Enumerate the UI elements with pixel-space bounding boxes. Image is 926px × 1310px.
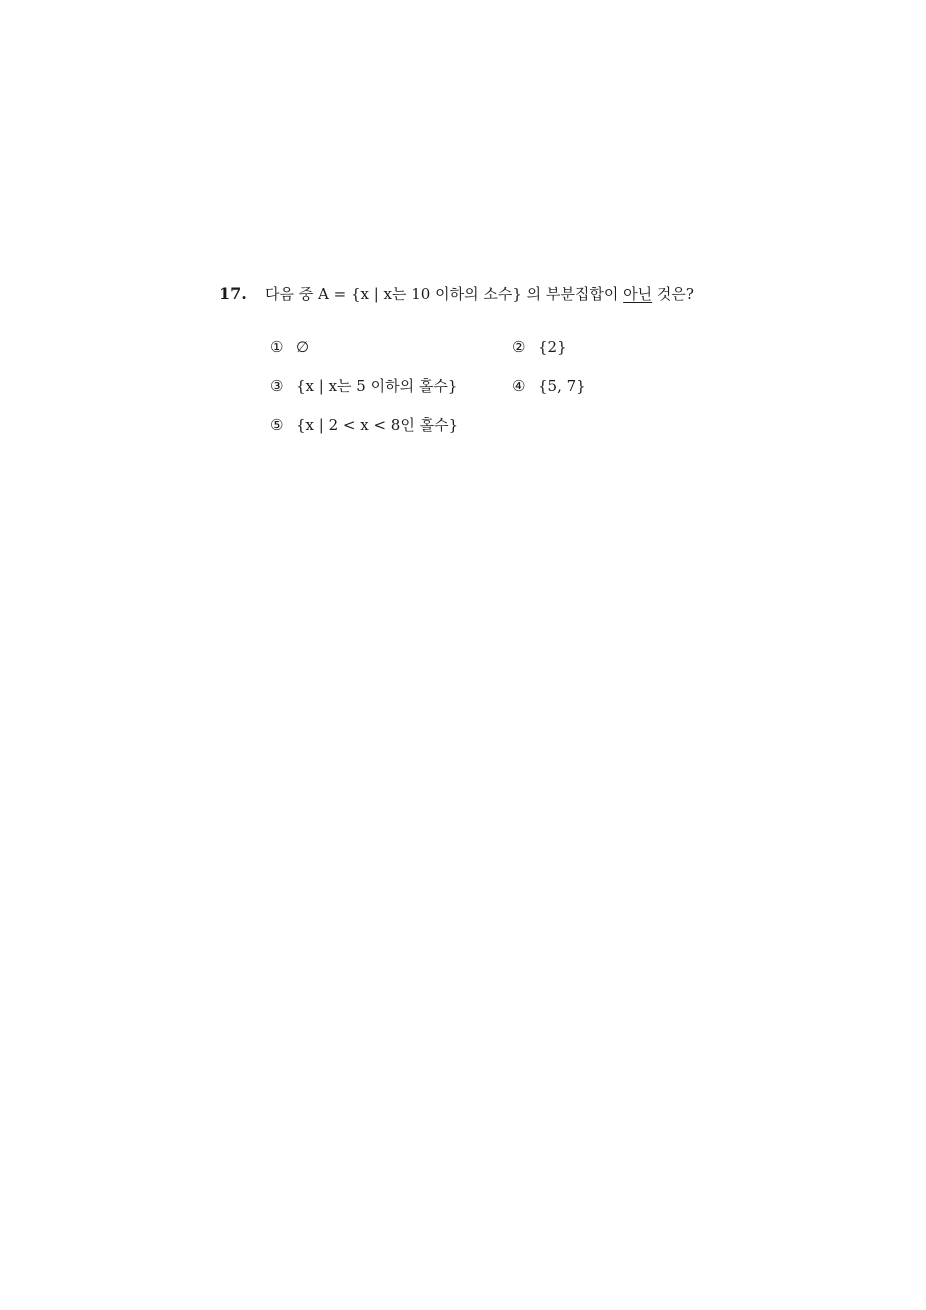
choice-5-text: {x | 2 < x < 8인 홀수} [296, 416, 459, 434]
question-text-after: 것은? [652, 285, 694, 303]
question-emphasis: 아닌 [623, 285, 653, 303]
choice-2-text: {2} [538, 338, 567, 356]
choice-1-number: ① [270, 338, 284, 356]
choice-3-text: {x | x는 5 이하의 홀수} [296, 377, 458, 395]
choice-1[interactable] [270, 336, 309, 358]
question-number: 17. [219, 284, 247, 303]
choice-3[interactable] [270, 375, 457, 397]
choice-2[interactable] [512, 336, 567, 358]
question-text [265, 283, 694, 305]
choice-4-text: {5, 7} [538, 377, 586, 395]
question-text-before: 다음 중 A = {x | x는 10 이하의 소수} 의 부분집합이 [265, 285, 624, 303]
question-block [219, 283, 779, 305]
choice-5-number: ⑤ [270, 416, 284, 434]
choice-2-number: ② [512, 338, 526, 356]
choice-5[interactable] [270, 414, 458, 436]
choice-1-text: ∅ [296, 338, 310, 356]
question-line [219, 283, 779, 305]
choice-3-number: ③ [270, 377, 284, 395]
choice-4[interactable] [512, 375, 586, 397]
choice-4-number: ④ [512, 377, 526, 395]
